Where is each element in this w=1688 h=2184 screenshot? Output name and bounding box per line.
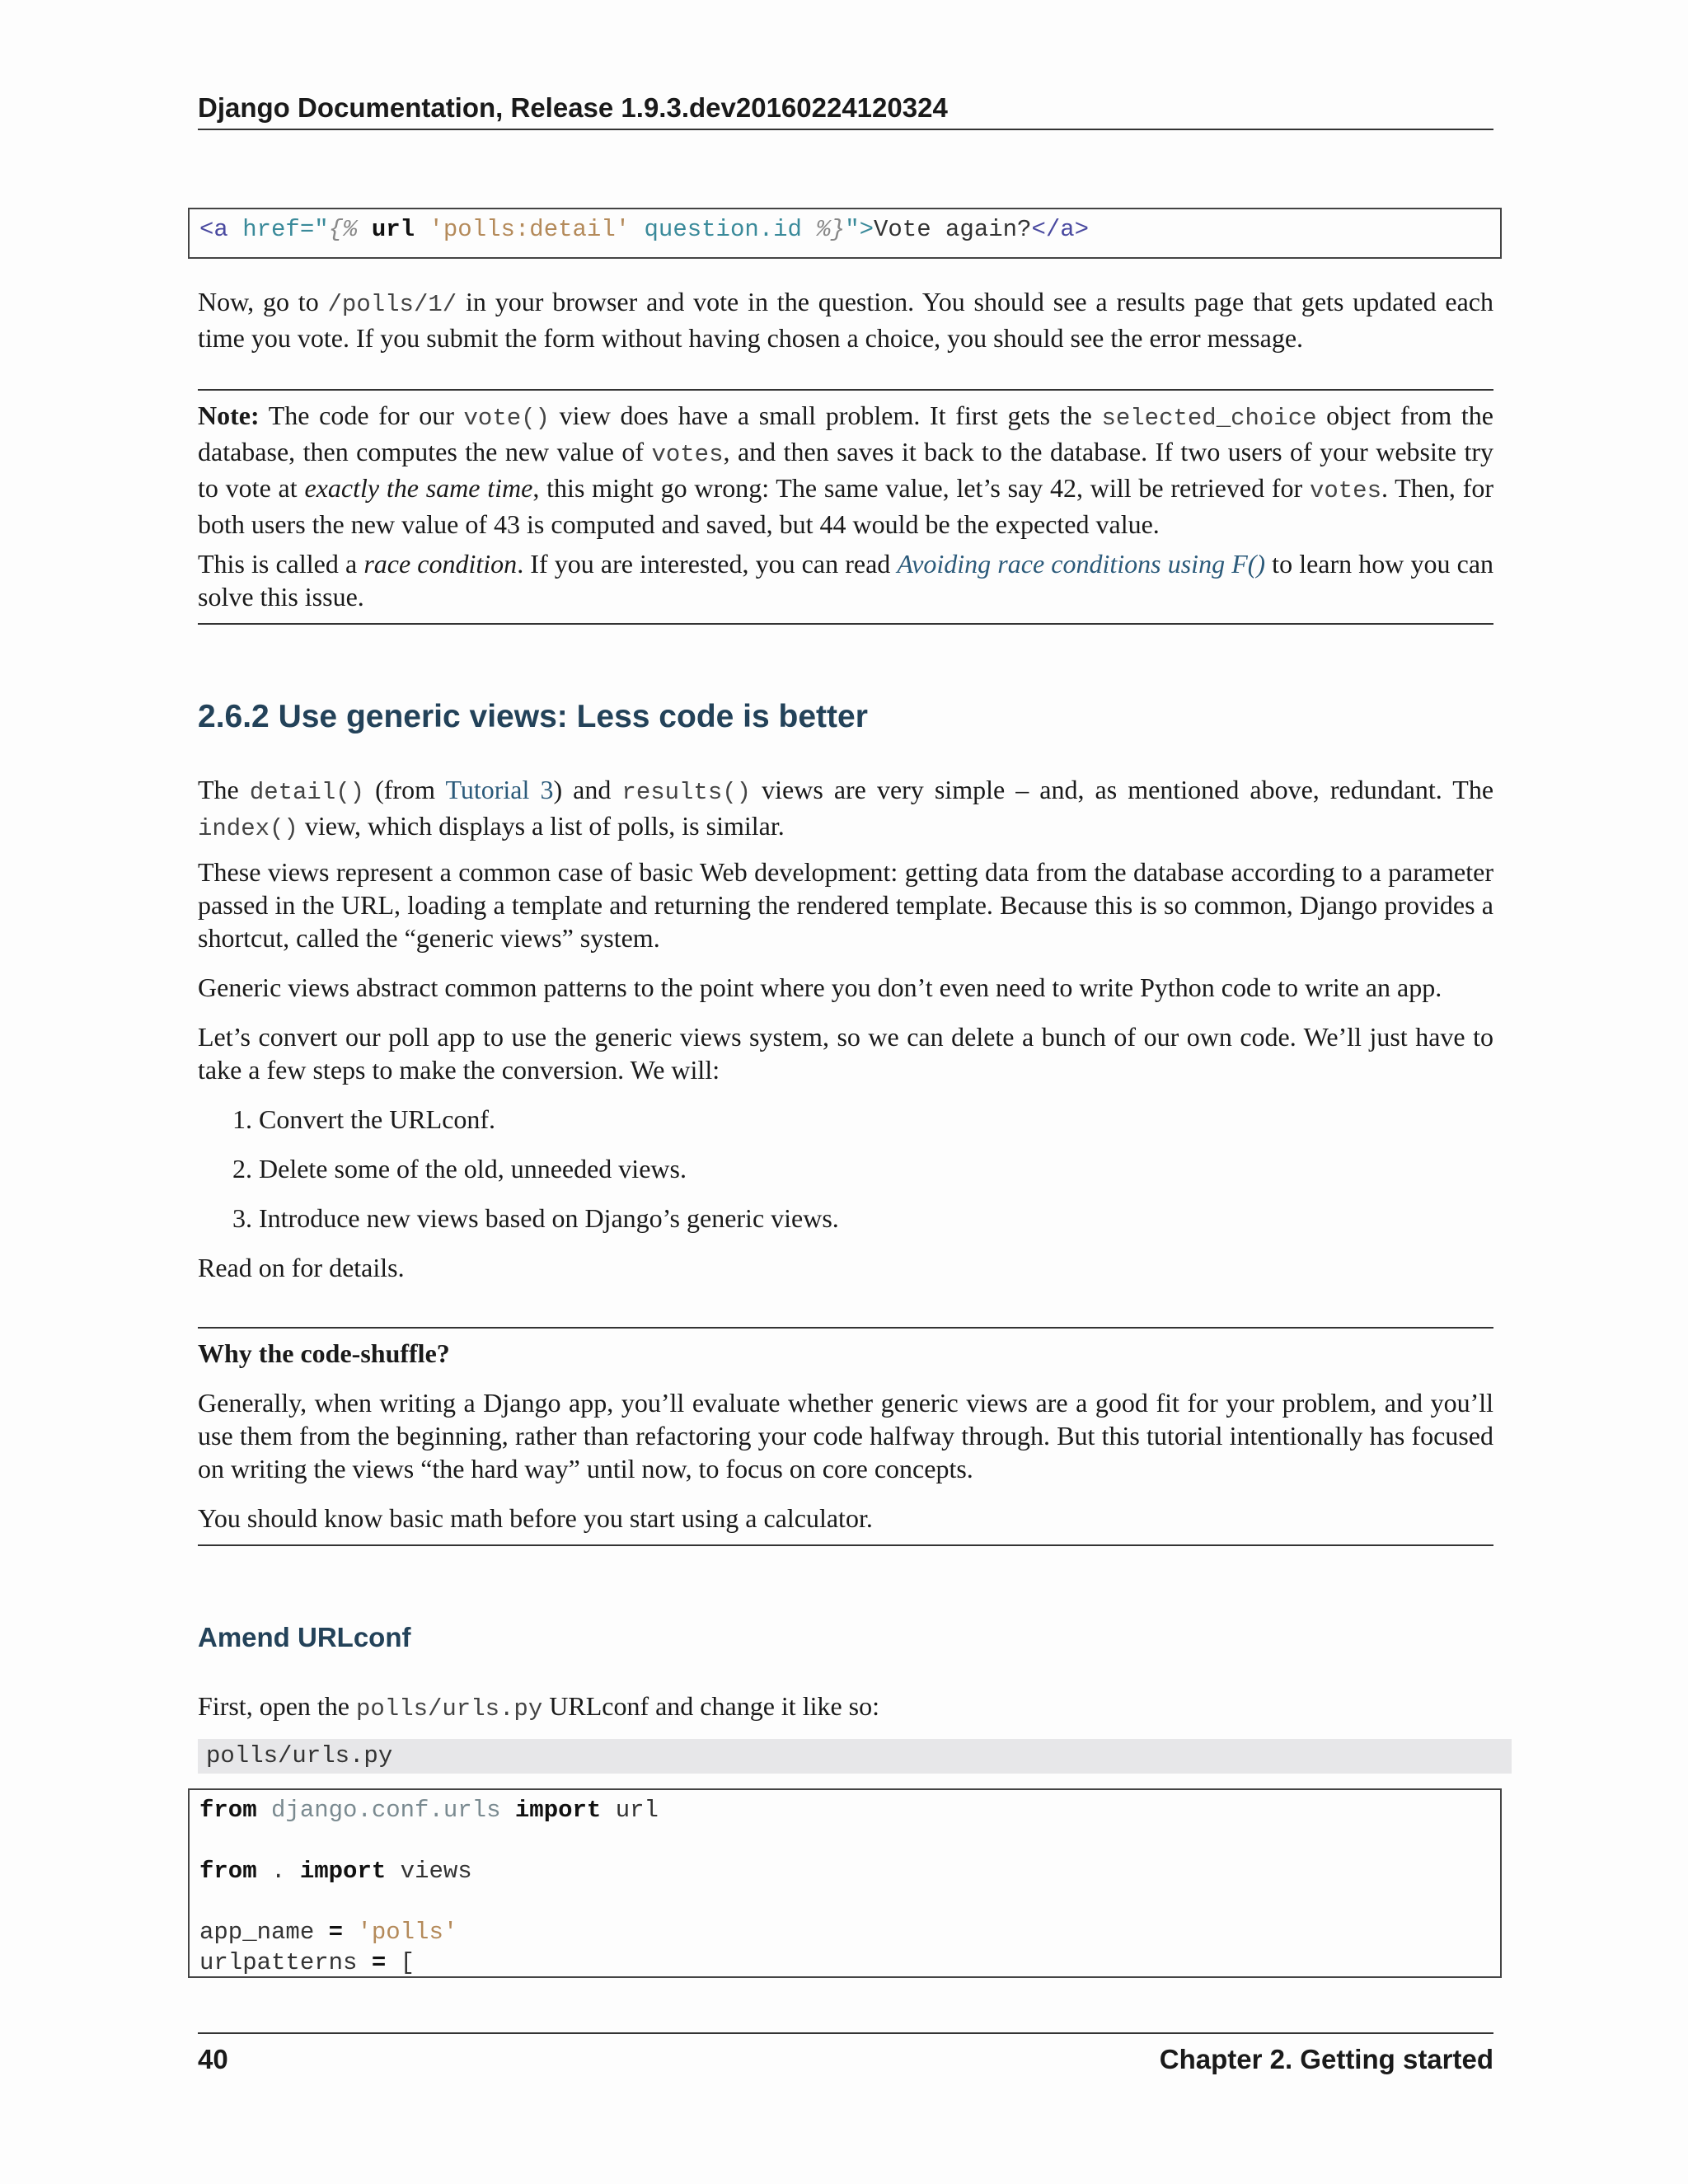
code-token: Vote again? [874,216,1032,243]
note-paragraph-2: This is called a race condition. If you are interested, you can read Avoiding race conditions using F() to learn how you can solve this issue. [198,549,1494,612]
list-item: 2. Delete some of the old, unneeded views. [232,1154,687,1183]
aside-title: Why the code-shuffle? [198,1338,450,1368]
aside-bottom-rule [198,1544,1493,1546]
paragraph-convert: Let’s convert our poll app to use the generic views system, so we can delete a bunch of our own code. We’ll just have to take a few steps to make the conversion. We will: [198,1022,1493,1085]
paragraph-common-case: These views represent a common case of basic Web development: getting data from the database according to a parameter passed in the URL, loading a template and returning the rendered template. Because this is so common, Django provides a shortcut, called the “generic views” system. [198,857,1493,953]
code-token: {% [328,216,358,243]
aside-paragraph-2: You should know basic math before you start using a calculator. [198,1503,873,1533]
note-paragraph: Note: The code for our vote() view does have a small problem. It first gets the selected_choice object from the database, then computes the new value of votes, and then saves it back to the database. If two users of your website try to vote at exactly the same time, this might go wrong: The same value, let’s say 42, will be retrieved for votes. Then, for both users the new value of 43 is computed and saved, but 44 would be the expected value. [198,401,1494,539]
tutorial-3-link[interactable]: Tutorial 3 [445,775,554,804]
code-caption: polls/urls.py [198,1739,1512,1774]
code-block-urls: from django.conf.urls import url from . import views app_name = 'polls' urlpatterns = [ [188,1788,1502,1978]
list-item: 3. Introduce new views based on Django’s generic views. [232,1203,839,1233]
code-token: url [357,216,415,243]
paragraph-detail-results: The detail() (from Tutorial 3) and results() views are very simple – and, as mentioned above, redundant. The index() view, which displays a list of polls, is similar. [198,775,1494,842]
code-token: 'polls:detail' [415,216,631,243]
code-block-template [188,208,1502,259]
chapter-title: Chapter 2. Getting started [1159,2044,1493,2074]
page-footer [198,2044,1493,2075]
code-token: "> [845,216,874,243]
page-number: 40 [198,2044,228,2074]
footer-rule [198,2032,1493,2034]
race-conditions-link[interactable]: Avoiding race conditions using F() [897,549,1266,579]
list-item: 1. Convert the URLconf. [232,1104,496,1134]
subsection-heading: Amend URLconf [198,1622,411,1652]
paragraph-open-urls: First, open the polls/urls.py URLconf and change it like so: [198,1691,880,1722]
document-page [198,0,1493,2184]
code-token: %} [801,216,846,243]
aside-paragraph: Generally, when writing a Django app, you’ll evaluate whether generic views are a good fit for your problem, and you’ll use them from the beginning, rather than refactoring your code halfway through. But this tutorial intentionally has focused on writing the views “the hard way” until now, to focus on core concepts. [198,1388,1493,1483]
running-header: Django Documentation, Release 1.9.3.dev20160224120324 [198,92,948,123]
paragraph-vote-instructions: Now, go to /polls/1/ in your browser and vote in the question. You should see a results page that gets updated each time you vote. If you submit the form without having chosen a choice, you should see the error message. [198,287,1494,353]
aside-top-rule [198,1327,1493,1329]
note-top-rule [198,389,1493,391]
code-token: href=" [227,216,329,243]
code-token: question.id [630,216,802,243]
note-bottom-rule [198,623,1493,625]
paragraph-read-on: Read on for details. [198,1253,405,1282]
inline-code: /polls/1/ [327,291,457,318]
paragraph-generic-views: Generic views abstract common patterns to the point where you don’t even need to write Python code to write an app. [198,972,1442,1002]
note-label: Note: [198,401,260,430]
code-token: <a [199,216,228,243]
header-rule [198,129,1493,130]
code-token: </a> [1031,216,1090,243]
section-heading: 2.6.2 Use generic views: Less code is better [198,699,868,734]
